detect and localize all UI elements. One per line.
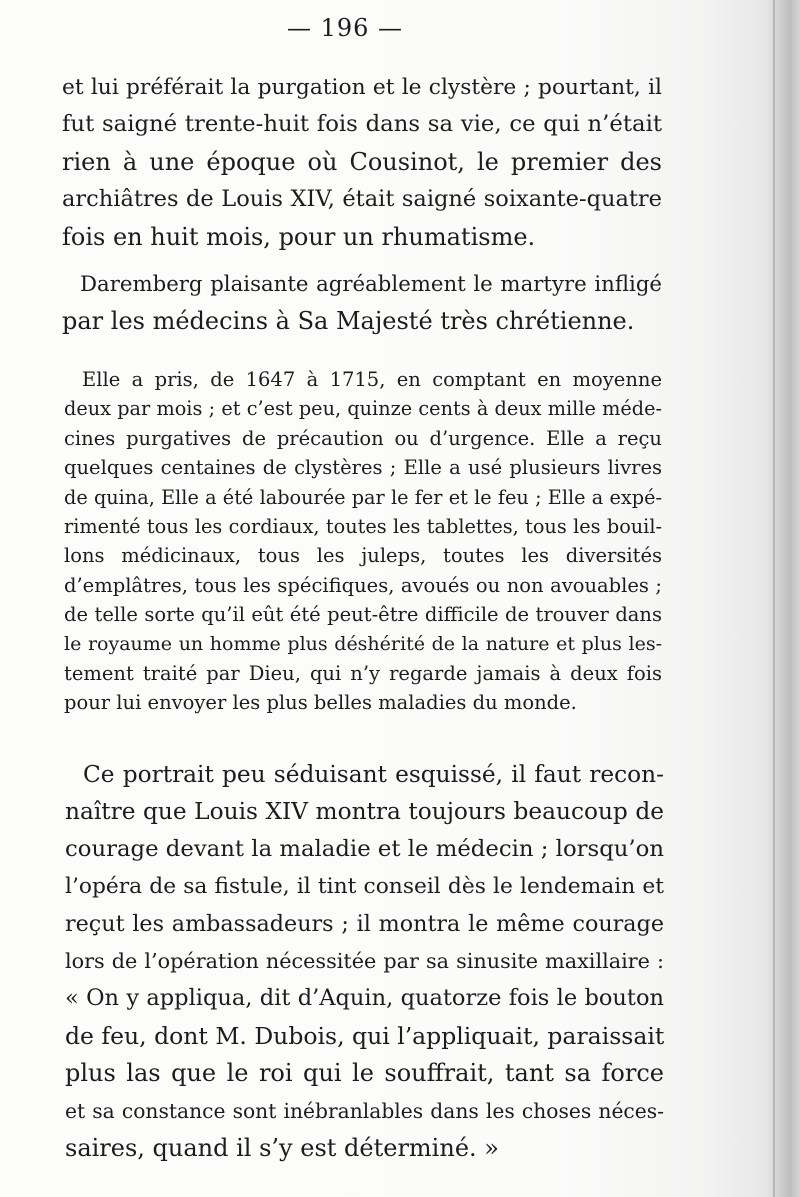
text-line: Daremberg plaisante agréablement le martyre infligé xyxy=(80,272,662,297)
quote-line: de telle sorte qu’il eût été peut-être difficile de trouver dans xyxy=(64,603,662,627)
text-line: Ce portrait peu séduisant esquissé, il faut recon- xyxy=(83,761,664,788)
text-line: fois en huit mois, pour un rhumatisme. xyxy=(62,222,536,251)
binding-gutter xyxy=(766,0,800,1197)
block-quotation xyxy=(64,365,662,718)
paragraph-bloodletting xyxy=(62,69,662,256)
text-line: et sa constance sont inébranlables dans les choses néces- xyxy=(65,1098,664,1123)
text-line: « On y appliqua, dit d’Aquin, quatorze fois le bouton xyxy=(65,985,664,1012)
page-number: — 196 — xyxy=(286,14,404,42)
text-line: archiâtres de Louis XIV, était saigné soixante-quatre xyxy=(62,186,662,213)
quote-line: quelques centaines de clystères ; Elle a usé plusieurs livres xyxy=(64,456,662,480)
quote-line: d’emplâtres, tous les spécifiques, avoués ou non avouables ; xyxy=(64,573,662,597)
quote-line: Elle a pris, de 1647 à 1715, en comptant en moyenne xyxy=(82,368,662,391)
quote-line: pour lui envoyer les plus belles maladies du monde. xyxy=(64,691,577,715)
text-line: lors de l’opération nécessitée par sa sinusite maxillaire : xyxy=(65,949,664,974)
quote-line: cines purgatives de précaution ou d’urgence. Elle a reçu xyxy=(64,426,662,450)
text-line: de feu, dont M. Dubois, qui l’appliquait, paraissait xyxy=(65,1021,665,1050)
paragraph-courage xyxy=(65,756,664,1167)
quote-line: le royaume un homme plus déshérité de la nature et plus les- xyxy=(64,632,662,655)
text-line: rien à une époque où Cousinot, le premier des xyxy=(62,147,662,176)
text-line: et lui préférait la purgation et le clystère ; pourtant, il xyxy=(62,75,662,100)
quote-line: deux par mois ; et c’est peu, quinze cents à deux mille méde- xyxy=(64,397,662,421)
text-line: par les médecins à Sa Majesté très chrétienne. xyxy=(62,307,635,336)
text-line: naître que Louis XIV montra toujours beaucoup de xyxy=(65,798,664,826)
quote-line: rimenté tous les cordiaux, toutes les tablettes, tous les bouil- xyxy=(64,515,662,539)
quote-line: lons médicinaux, tous les juleps, toutes les diversités xyxy=(64,544,662,568)
text-line: courage devant la maladie et le médecin ; lorsqu’on xyxy=(65,835,664,862)
text-line: reçut les ambassadeurs ; il montra le même courage xyxy=(65,910,664,937)
text-line: plus las que le roi qui le souffrait, tant sa force xyxy=(65,1059,664,1088)
text-line: saires, quand il s’y est déterminé. » xyxy=(65,1134,499,1163)
text-line: fut saigné trente-huit fois dans sa vie, ce qui n’était xyxy=(62,111,662,138)
quote-line: de quina, Elle a été labourée par le fer et le feu ; Elle a expé- xyxy=(64,485,662,509)
paragraph-daremberg xyxy=(62,266,662,341)
text-line: l’opéra de sa fistule, il tint conseil dès le lendemain et xyxy=(65,874,664,900)
quote-line: tement traité par Dieu, qui n’y regarde jamais à deux fois xyxy=(64,662,662,686)
page-edge xyxy=(773,0,775,1197)
